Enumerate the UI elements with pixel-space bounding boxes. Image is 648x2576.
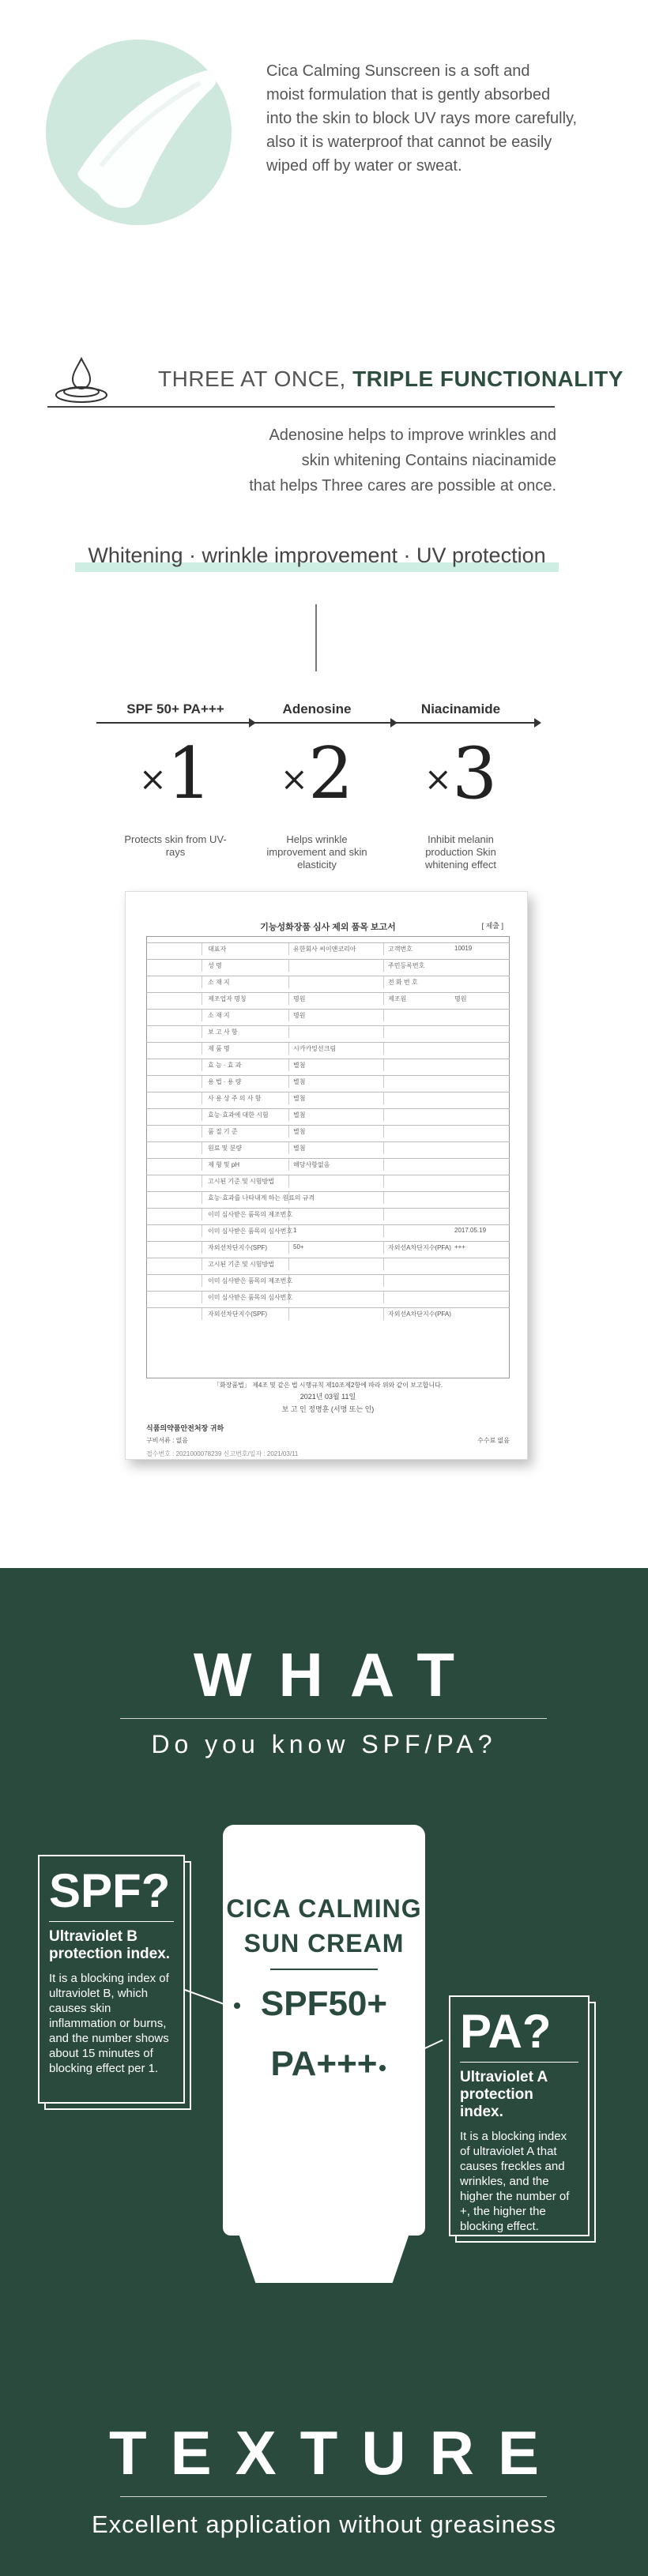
report-signer: 보 고 인 정명훈 (서명 또는 인) (281, 1405, 375, 1413)
report-cell-divider (288, 1059, 289, 1071)
report-content (146, 920, 510, 1457)
multiply-sign: × (138, 759, 167, 799)
report-cell-value: 해당사항없음 (293, 1161, 330, 1168)
feature-adenosine (238, 701, 396, 871)
report-cell-value: 유한회사 씨이앤코리아 (293, 946, 356, 953)
report-cell-value: 명원 (293, 1012, 306, 1019)
report-cell-value: 50+ (293, 1243, 304, 1250)
intro-line: moist formulation that is gently absorbed (266, 86, 551, 103)
report-cell-divider (383, 943, 384, 955)
report-cell-label: 제 형 및 pH (208, 1161, 240, 1168)
report-cell-divider (383, 1308, 384, 1320)
texture-heading: TEXTURE (108, 2418, 563, 2488)
report-cell-divider (383, 1292, 384, 1303)
pa-card-body: It is a blocking index of ultraviolet A that causes freckles and wrinkles, and the higher the number of +, the higher the blocking effect. (460, 2130, 570, 2233)
report-cell-label: 품 질 기 준 (208, 1128, 238, 1135)
certification-report (125, 891, 528, 1460)
report-authority: 식품의약품안전처장 귀하 (146, 1424, 224, 1432)
report-row (146, 1241, 510, 1253)
report-cell-value: 별첨 (293, 1062, 306, 1069)
report-cell-label: 효능·효과에 대한 시험 (208, 1111, 269, 1119)
triple-title (158, 367, 624, 392)
report-cell-divider (383, 1026, 384, 1038)
triple-description (190, 423, 556, 498)
vertical-divider (315, 604, 317, 671)
report-cell-value: 별첨 (293, 1095, 306, 1102)
tube-divider (270, 1969, 378, 1970)
tube-name-line1: CICA CALMING (226, 1894, 422, 1923)
report-cell-label: 효 능 · 효 과 (208, 1062, 242, 1069)
tube-spf-label: SPF50+ (260, 1984, 388, 2023)
intro-description (266, 59, 614, 178)
report-cell-divider (288, 1308, 289, 1320)
feature-multiplier (238, 732, 396, 819)
report-cell-label: 대표자 (208, 946, 227, 953)
texture-subtitle: Excellent application without greasiness (92, 2510, 556, 2538)
report-cell-value: 명원 (293, 995, 306, 1002)
what-heading: WHAT (193, 1640, 482, 1709)
report-row (146, 942, 510, 954)
report-cell-value: 시카카밍선크림 (293, 1045, 337, 1052)
intro-section (0, 0, 648, 300)
intro-line: also it is waterproof that cannot be easily (266, 134, 552, 151)
report-cell-divider (288, 1010, 289, 1021)
report-cell-label: 성 명 (208, 962, 222, 969)
spf-card-body: It is a blocking index of ultraviolet B, which causes skin inflammation or burns, and the number shows about 15 minutes of blocking effect per 1. (49, 1972, 169, 2075)
feature-multiplier (382, 732, 540, 819)
report-cell-divider (383, 1242, 384, 1254)
report-cell-label: 이미 심사받은 품목의 제조번호 (208, 1277, 293, 1284)
report-cell-label: 자외선A차단지수(PFA) (388, 1311, 451, 1318)
triple-header (47, 355, 624, 411)
report-cell-value: 별첨 (293, 1078, 306, 1085)
report-row (146, 1075, 510, 1087)
report-row (146, 1158, 510, 1170)
report-cell-divider (383, 1059, 384, 1071)
multiply-sign: × (424, 759, 452, 799)
report-cell-label: 보 고 사 항 (208, 1029, 238, 1036)
report-cell-value: +++ (454, 1243, 466, 1250)
report-cell-divider (383, 976, 384, 988)
pa-pointer-dot (379, 2065, 386, 2071)
report-cell-divider (288, 1076, 289, 1088)
report-law: 「화장품법」 제4조 및 같은 법 시행규칙 제10조제2항에 따라 위와 같이 보고합니다. (213, 1382, 443, 1389)
report-cell-label: 제조원 (388, 995, 407, 1002)
droplet-icon (54, 355, 109, 404)
report-cell-divider (383, 993, 384, 1005)
report-cell-label: 주민등록번호 (388, 962, 425, 969)
tagline-text: Whitening · wrinkle improvement · UV protection (88, 543, 546, 567)
report-cell-divider (383, 1043, 384, 1055)
report-cell-divider (383, 1209, 384, 1220)
report-row (146, 1025, 510, 1037)
feature-arrow-rule (96, 722, 254, 724)
intro-line: into the skin to block UV rays more carefully, (266, 110, 578, 127)
tube-pa-label: PA+++ (270, 2044, 378, 2083)
report-row (146, 1175, 510, 1186)
report-cell-label: 원료 및 분량 (208, 1145, 243, 1152)
report-cell-divider (288, 960, 289, 972)
report-cell-divider (288, 1092, 289, 1104)
feature-label: SPF 50+ PA+++ (126, 701, 224, 716)
feature-label: Adenosine (282, 701, 352, 716)
intro-line: Cica Calming Sunscreen is a soft and (266, 62, 530, 80)
report-docs: 구비서류 : 없음 (146, 1437, 189, 1444)
report-cell-value: 별첨 (293, 1128, 306, 1135)
report-cell-label: 소 재 지 (208, 979, 230, 986)
report-cell-divider (383, 960, 384, 972)
report-cell-value: 별첨 (293, 1111, 306, 1119)
report-cell-label: 고시된 기준 및 시험방법 (208, 1178, 274, 1185)
report-footer-text: 접수번호 : 2021000078239 신고번호/일자 : 2021/03/11 (146, 1450, 299, 1457)
report-cell-divider (288, 1026, 289, 1038)
report-cell-divider (288, 1126, 289, 1138)
report-row (146, 1125, 510, 1137)
report-cell-divider (288, 1109, 289, 1121)
report-row (146, 1208, 510, 1220)
intro-line: wiped off by water or sweat. (266, 157, 462, 175)
spf-card (38, 1855, 185, 2104)
report-cell-label: 전 화 번 호 (388, 979, 418, 986)
report-date: 2021년 03월 11일 (300, 1393, 356, 1401)
report-cell-divider (383, 1175, 384, 1187)
report-cell-divider (288, 1175, 289, 1187)
report-cell-label: 제 품 명 (208, 1045, 230, 1052)
report-cell-divider (288, 993, 289, 1005)
triple-divider (47, 406, 555, 408)
report-cell-value: 10019 (454, 945, 473, 952)
what-divider (120, 1718, 547, 1719)
report-cell-label: 고시된 기준 및 시험방법 (208, 1261, 274, 1268)
tube-product-name (223, 1891, 425, 1961)
triple-title-light: THREE AT ONCE, (158, 367, 353, 391)
report-cell-divider (383, 1076, 384, 1088)
multiplier-number: 1 (166, 732, 213, 815)
report-cell-divider (383, 1010, 384, 1021)
report-cell-divider (288, 1159, 289, 1171)
report-cell-label: 고객번호 (388, 946, 413, 953)
desc-line: Adenosine helps to improve wrinkles and (269, 427, 556, 444)
report-cell-value: 1 (293, 1227, 297, 1234)
report-cell-divider (383, 1159, 384, 1171)
report-cell-label: 이미 심사받은 품목의 심사번호 (208, 1228, 293, 1235)
report-cell-divider (288, 1258, 289, 1270)
pa-card-divider (460, 2062, 578, 2063)
report-row (146, 1258, 510, 1269)
pa-card-title: PA? (460, 2005, 552, 2058)
feature-label: Niacinamide (420, 701, 501, 716)
report-cell-divider (383, 1092, 384, 1104)
report-row (146, 1291, 510, 1303)
report-fee: 수수료 없음 (477, 1437, 510, 1444)
report-row (146, 1274, 510, 1286)
texture-divider (120, 2496, 547, 2497)
spf-card-subtitle: Ultraviolet B protection index. (49, 1928, 171, 1962)
report-row (146, 1191, 510, 1203)
report-row (146, 1009, 510, 1021)
report-badge: [ 제출 ] (481, 922, 503, 930)
report-cell-label: 자외선차단지수(SPF) (208, 1311, 267, 1318)
spf-card-title: SPF? (49, 1864, 171, 1917)
report-row (146, 1141, 510, 1153)
report-title: 기능성화장품 심사 제외 품목 보고서 (260, 923, 396, 932)
feature-arrow-rule (382, 722, 540, 724)
report-row (146, 1108, 510, 1120)
pa-card-subtitle: Ultraviolet A protection index. (460, 2069, 548, 2120)
cream-swatch-image (46, 39, 232, 225)
report-cell-label: 이미 심사받은 품목의 심사번호 (208, 1294, 293, 1301)
report-cell-divider (288, 976, 289, 988)
report-cell-label: 자외선A차단지수(PFA) (388, 1244, 451, 1251)
report-row (146, 1042, 510, 1054)
desc-line: that helps Three cares are possible at once. (249, 477, 556, 495)
feature-spf (96, 701, 254, 859)
report-cell-divider (383, 1109, 384, 1121)
report-row (146, 959, 510, 971)
report-cell-value: 2017.05.19 (454, 1227, 487, 1234)
multiply-sign: × (280, 759, 308, 799)
report-docs-row (146, 1436, 510, 1445)
report-row (146, 1092, 510, 1104)
feature-multiplier (96, 732, 254, 819)
cream-swirl-icon (46, 39, 232, 225)
report-cell-label: 자외선차단지수(SPF) (208, 1244, 267, 1251)
feature-caption: Helps wrinkle improvement and skin elasticity (266, 833, 367, 871)
report-cell-divider (288, 1043, 289, 1055)
report-cell-divider (288, 1142, 289, 1154)
feature-niacinamide (382, 701, 540, 871)
triple-title-bold: TRIPLE FUNCTIONALITY (352, 367, 624, 391)
report-cell-divider (383, 1126, 384, 1138)
what-subtitle: Do you know SPF/PA? (151, 1730, 497, 1758)
desc-line: skin whitening Contains niacinamide (301, 452, 556, 469)
pa-card (449, 1995, 590, 2236)
report-footer (146, 1423, 510, 1458)
feature-caption: Protects skin from UV-rays (124, 833, 227, 858)
spf-pointer-dot (234, 2003, 240, 2009)
report-cell-label: 용 법 · 용 량 (208, 1078, 242, 1085)
report-cell-divider (383, 1275, 384, 1287)
report-row (146, 992, 510, 1004)
sun-cream-tube (223, 1825, 425, 2283)
report-row (146, 1059, 510, 1070)
report-cell-divider (383, 1225, 384, 1237)
tagline-block (75, 543, 559, 575)
feature-caption: Inhibit melanin production Skin whitening effect (424, 833, 497, 871)
report-cell-label: 소 재 지 (208, 1012, 230, 1019)
report-cell-value: 명원 (454, 995, 467, 1002)
tube-crimp (234, 2220, 414, 2283)
multiplier-number: 3 (451, 732, 498, 815)
report-row (146, 976, 510, 987)
report-cell-label: 효능·효과를 나타내게 하는 원료의 규격 (208, 1194, 315, 1202)
feature-arrow-rule (238, 722, 396, 724)
report-row (146, 1307, 510, 1319)
report-cell-label: 이미 심사받은 품목의 제조번호 (208, 1211, 293, 1218)
multiplier-number: 2 (307, 732, 354, 815)
report-cell-divider (383, 1142, 384, 1154)
report-row (146, 1224, 510, 1236)
report-cell-divider (383, 1258, 384, 1270)
report-cell-divider (288, 1242, 289, 1254)
report-cell-divider (288, 943, 289, 955)
report-cell-label: 제조업자 명칭 (208, 995, 247, 1002)
report-cell-divider (383, 1192, 384, 1204)
spf-card-divider (49, 1921, 174, 1922)
report-cell-value: 별첨 (293, 1145, 306, 1152)
tube-name-line2: SUN CREAM (243, 1929, 405, 1957)
report-cell-label: 사 용 상 주 의 사 항 (208, 1095, 262, 1102)
